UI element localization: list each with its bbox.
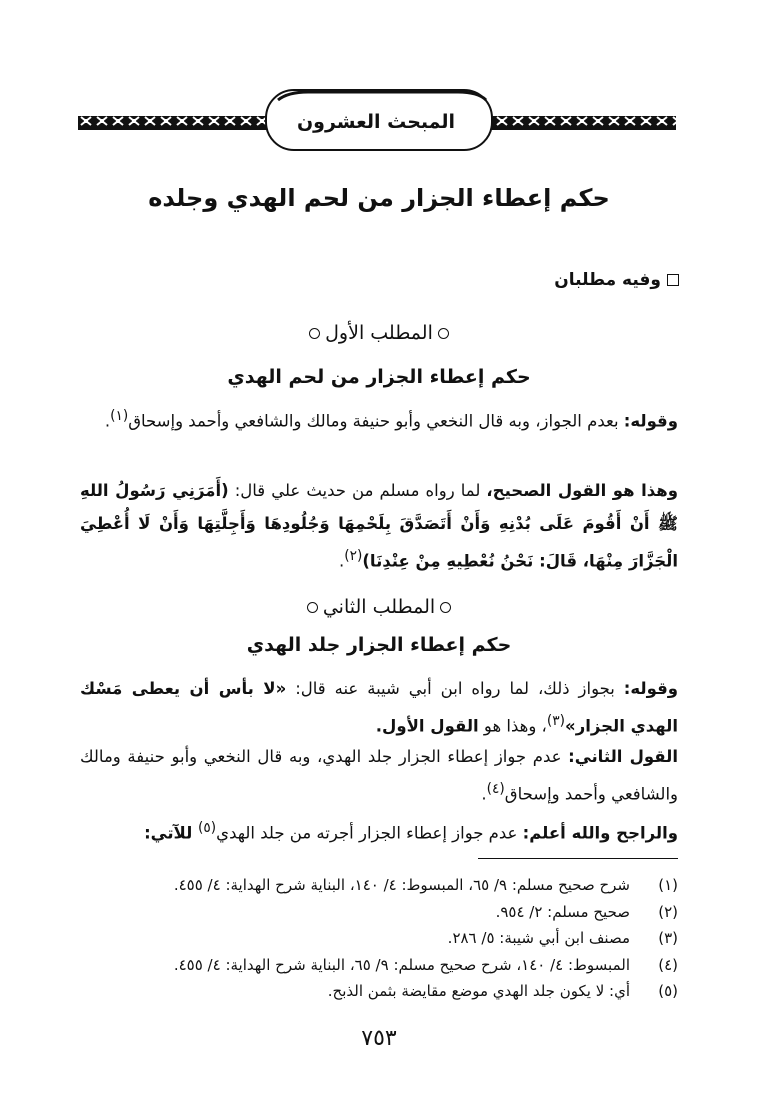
footnote-text: المبسوط: ٤/ ١٤٠، شرح صحيح مسلم: ٩/ ٦٥، البناية شرح الهداية: ٤/ ٤٥٥. (173, 955, 630, 974)
paragraph-text: عدم جواز إعطاء الجزار أجرته من جلد الهدي (216, 823, 523, 843)
chapter-label: المبحث العشرون (296, 111, 456, 133)
footnote-divider (478, 858, 678, 859)
footnote-item (80, 899, 678, 926)
page-number: ٧٥٣ (361, 1026, 397, 1051)
paragraph-lead: والراجح والله أعلم: (522, 823, 678, 843)
section1-paragraph2 (80, 474, 678, 578)
hadith-quote: (أَمَرَنِي رَسُولُ اللهِ ﷺ أَنْ أَقُومَ عَلَى بُدْنِهِ وَأَنْ أَتَصَدَّقَ بِلَحْمِهَا وَجُلُودِهَا وَأَجِلَّتِهَا وَأَنْ لَا أُعْطِيَ الْجَزَّارَ مِنْهَا، قَالَ: نَحْنُ نُعْطِيهِ مِنْ عِنْدِنَا) (80, 481, 678, 571)
footnote-ref[interactable]: (٤) (486, 781, 505, 797)
paragraph-end: . (338, 551, 345, 571)
paragraph-text: لما رواه مسلم من حديث علي قال: (228, 481, 487, 500)
paragraph-text: بعدم الجواز، وبه قال النخعي وأبو حنيفة ومالك والشافعي وأحمد وإسحاق (128, 411, 624, 431)
paragraph-tail: ، وهذا هو (478, 716, 547, 736)
circle-bullet-icon (440, 602, 451, 613)
quote-text: «لا بأس أن يعطى مَسْك الهدي الجزار» (80, 679, 678, 736)
paragraph-text: عدم جواز إعطاء الجزار جلد الهدي، وبه قال النخعي وأبو حنيفة ومالك والشافعي وأحمد وإسحاق (80, 747, 678, 804)
paragraph-lead: وقوله: (623, 411, 678, 431)
footnote-item (80, 925, 678, 952)
section1-head-text: المطلب الأول (325, 322, 433, 344)
section1-heading (80, 322, 678, 344)
footnote-item (80, 872, 678, 899)
footnote-number: (٢) (658, 902, 678, 921)
footnote-item (80, 952, 678, 979)
footnote-number: (٤) (658, 955, 678, 974)
paragraph-bold: القول الأول. (375, 716, 479, 736)
footnote-item (80, 978, 678, 1005)
paragraph-lead: القول الثاني: (568, 747, 678, 766)
paragraph-end: . (481, 784, 487, 804)
circle-bullet-icon (438, 328, 449, 339)
footnote-ref[interactable]: (٢) (344, 548, 363, 564)
footnote-text: شرح صحيح مسلم: ٩/ ٦٥، المبسوط: ٤/ ١٤٠، البناية شرح الهداية: ٤/ ٤٥٥. (173, 876, 630, 894)
footnote-text: صحيح مسلم: ٢/ ٩٥٤. (495, 902, 630, 921)
footnote-text: مصنف ابن أبي شيبة: ٥/ ٢٨٦. (447, 929, 630, 947)
section2-paragraph1 (80, 672, 678, 743)
section1-title: حكم إعطاء الجزار من لحم الهدي (227, 366, 531, 388)
section2-paragraph2 (80, 740, 678, 811)
footnote-number: (١) (658, 876, 678, 894)
circle-bullet-icon (309, 328, 320, 339)
paragraph-text: بجواز ذلك، لما رواه ابن أبي شيبة عنه قال: (286, 679, 624, 698)
circle-bullet-icon (307, 602, 318, 613)
paragraph-end: . (104, 411, 111, 431)
section1-paragraph1 (80, 400, 678, 438)
footnote-number: (٥) (658, 982, 678, 1000)
section2-paragraph3 (80, 812, 678, 850)
paragraph-lead: وقوله: (623, 679, 679, 698)
square-bullet-icon (667, 274, 679, 286)
footnote-number: (٣) (658, 929, 678, 947)
footnote-ref[interactable]: (٣) (546, 713, 566, 729)
paragraph-tail: للآتي: (144, 823, 199, 843)
intro-text: وفيه مطلبان (554, 270, 661, 290)
footnotes (80, 872, 678, 1005)
footnote-ref[interactable]: (١) (110, 408, 129, 424)
footnote-ref[interactable]: (٥) (198, 820, 217, 836)
section2-heading (80, 596, 678, 618)
section2-head-text: المطلب الثاني (322, 596, 436, 618)
section2-title: حكم إعطاء الجزار جلد الهدي (246, 634, 512, 656)
intro-line (554, 270, 679, 290)
page-title: حكم إعطاء الجزار من لحم الهدي وجلده (148, 184, 610, 212)
paragraph-lead: وهذا هو القول الصحيح، (486, 481, 679, 500)
footnote-text: أي: لا يكون جلد الهدي موضع مقايضة بثمن الذبح. (327, 982, 630, 1000)
